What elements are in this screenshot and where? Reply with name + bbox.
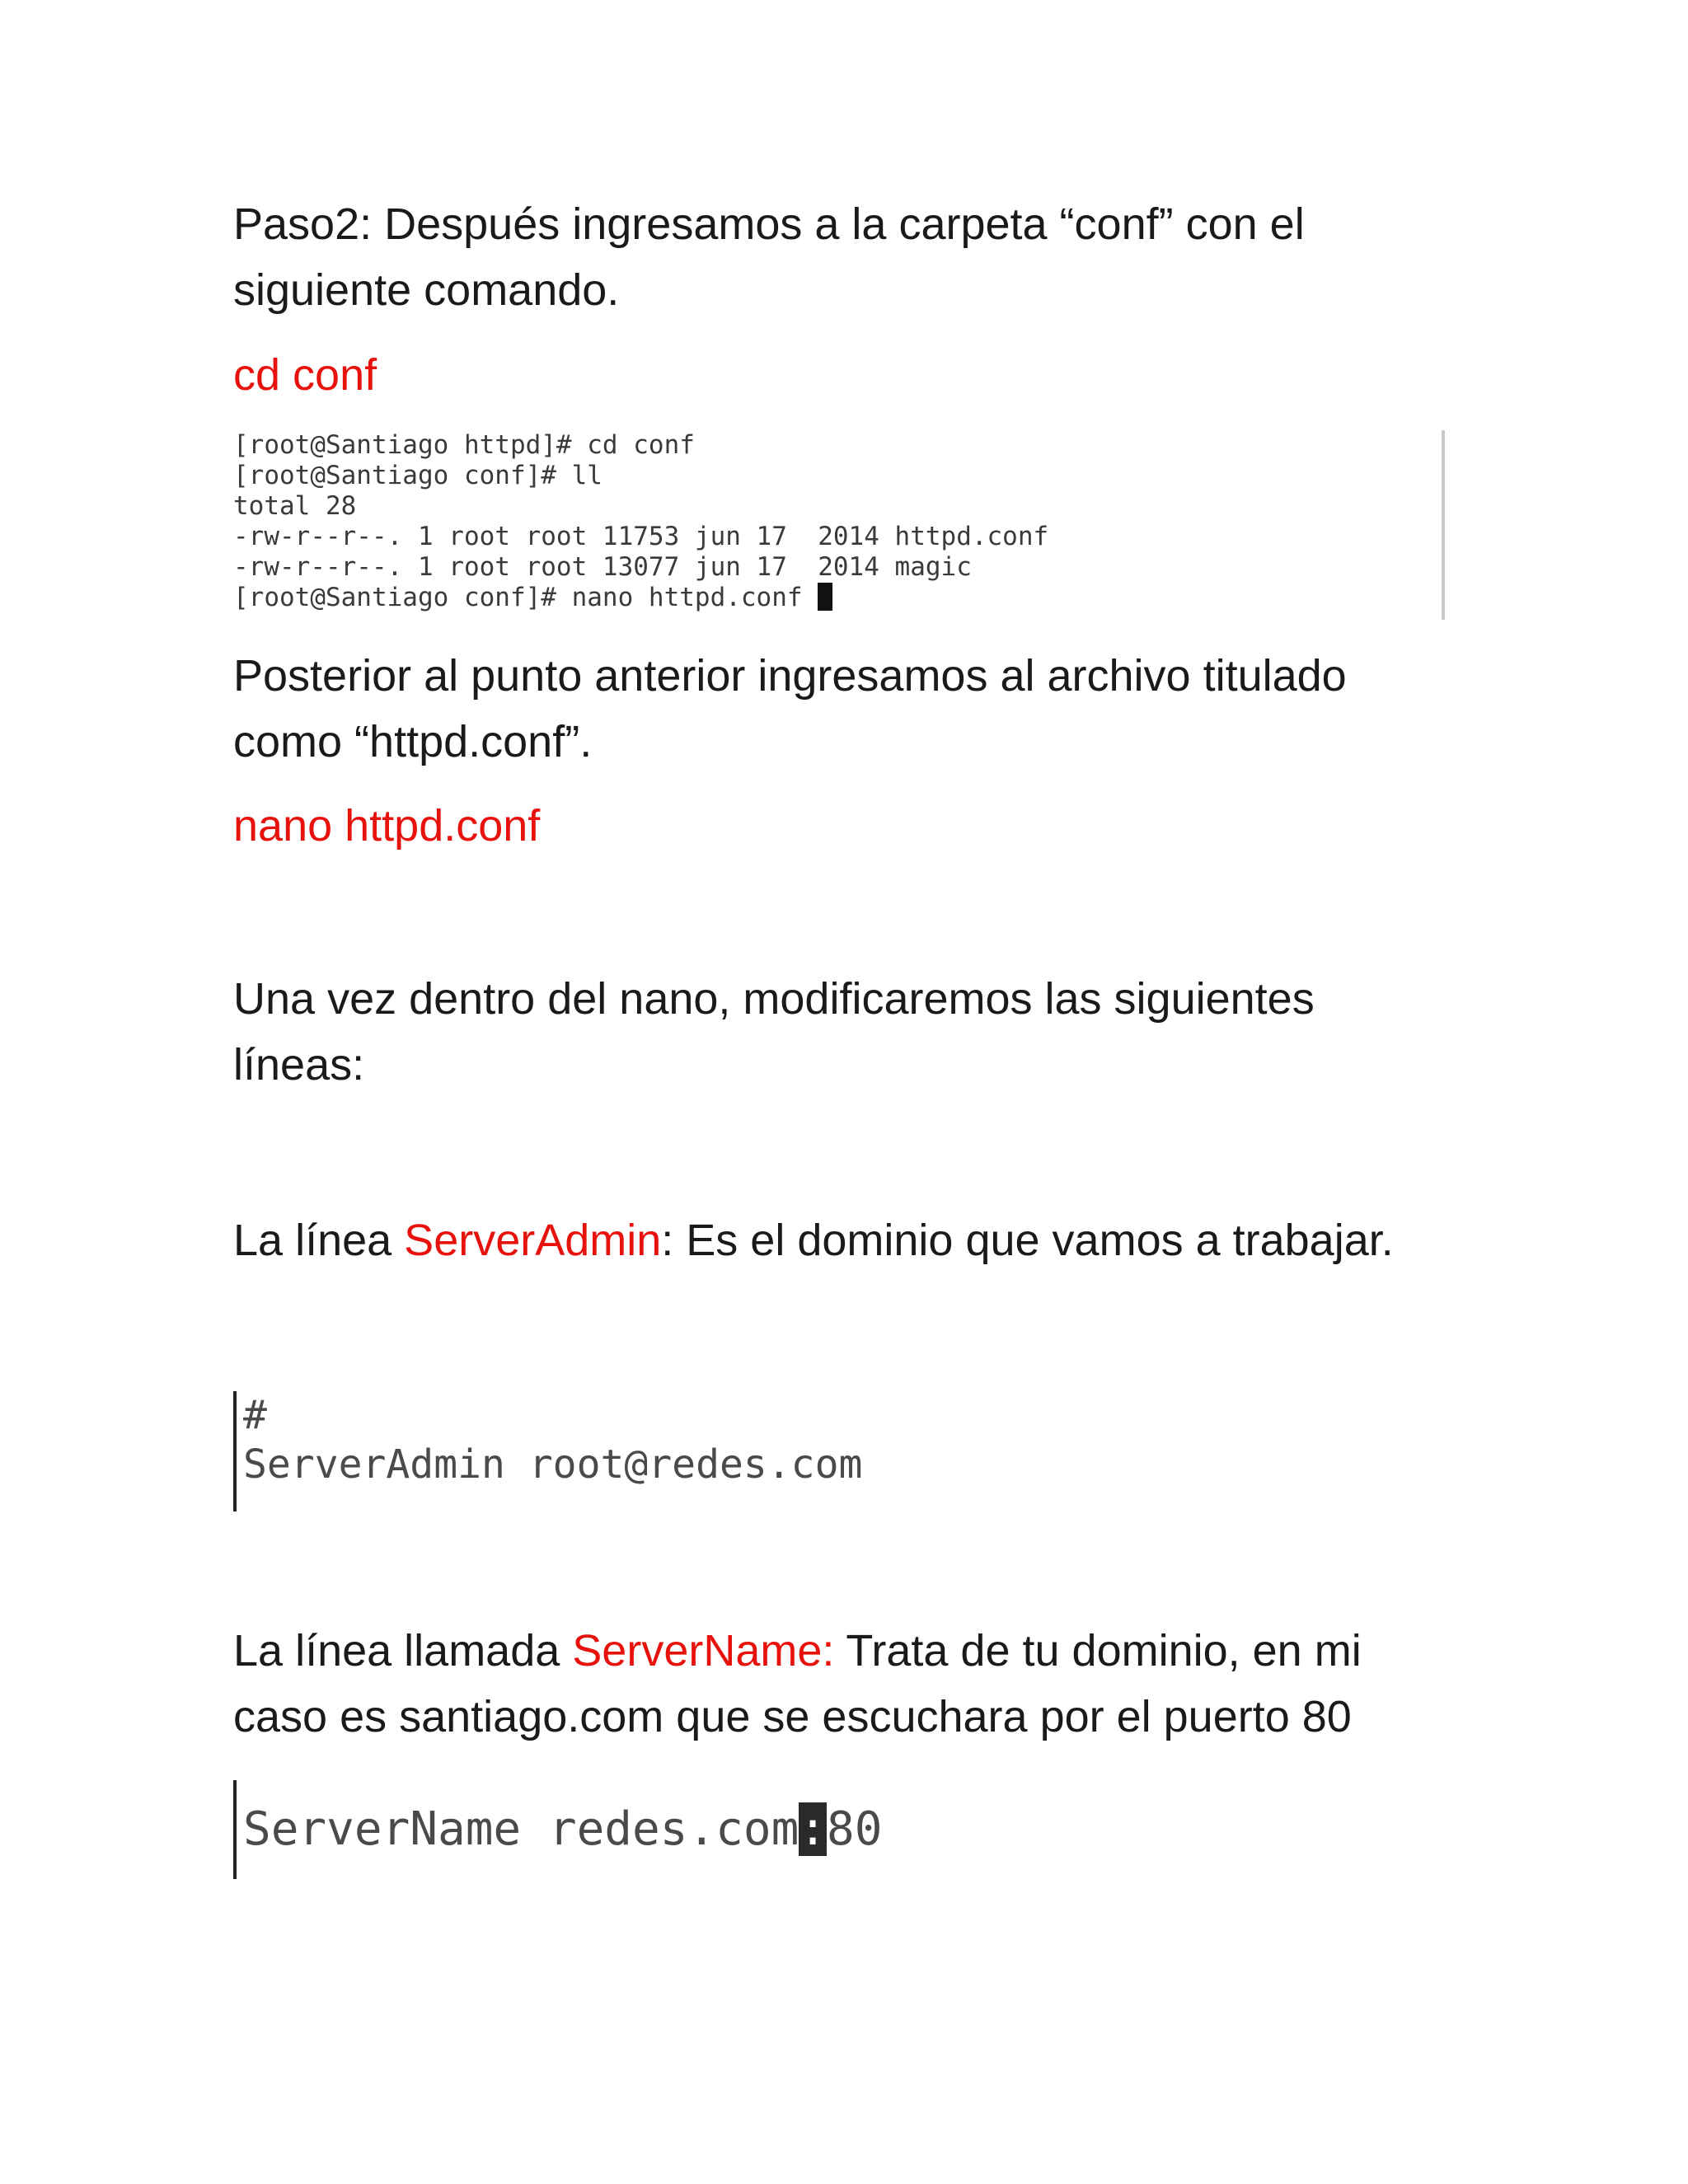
serveradmin-paragraph bbox=[233, 1207, 1470, 1273]
terminal3-cursor-highlight: : bbox=[799, 1802, 828, 1856]
servername-paragraph bbox=[233, 1618, 1470, 1750]
posterior-line2: como “httpd.conf”. bbox=[233, 717, 593, 766]
servername-prefix: La línea llamada bbox=[233, 1626, 573, 1675]
terminal1-line: [root@Santiago httpd]# cd conf bbox=[233, 430, 695, 460]
terminal-cursor-icon bbox=[818, 583, 832, 611]
posterior-line1: Posterior al punto anterior ingresamos al archivo titulado bbox=[233, 651, 1347, 701]
una-vez-line1: Una vez dentro del nano, modificaremos las siguientes bbox=[233, 974, 1315, 1024]
terminal1-line: total 28 bbox=[233, 491, 357, 521]
terminal1-line: [root@Santiago conf]# ll bbox=[233, 461, 603, 490]
serveradmin-suffix: : Es el dominio que vamos a trabajar. bbox=[661, 1216, 1394, 1265]
terminal1-line: -rw-r--r--. 1 root root 11753 jun 17 2014 httpd.conf bbox=[233, 522, 1049, 551]
terminal-screenshot-ll bbox=[233, 430, 1445, 620]
terminal-screenshot-serveradmin bbox=[233, 1391, 942, 1511]
posterior-paragraph bbox=[233, 643, 1470, 775]
terminal1-last-line bbox=[233, 583, 1442, 613]
terminal1-line: -rw-r--r--. 1 root root 13077 jun 17 2014 magic bbox=[233, 552, 972, 582]
una-vez-line2: líneas: bbox=[233, 1040, 365, 1090]
servername-line2: caso es santiago.com que se escuchara por el puerto 80 bbox=[233, 1692, 1352, 1741]
serveradmin-prefix: La línea bbox=[233, 1216, 405, 1265]
step2-line1: Paso2: Después ingresamos a la carpeta “conf” con el bbox=[233, 199, 1305, 249]
terminal2-serveradmin-line: ServerAdmin root@redes.com bbox=[243, 1441, 863, 1488]
terminal3-before: ServerName redes.com bbox=[243, 1802, 799, 1856]
command-nano-httpd: nano httpd.conf bbox=[233, 801, 541, 851]
terminal3-servername-line bbox=[243, 1780, 959, 1871]
servername-keyword: ServerName: bbox=[572, 1626, 835, 1675]
terminal3-after: 80 bbox=[827, 1802, 883, 1856]
terminal1-prompt-text: [root@Santiago conf]# nano httpd.conf bbox=[233, 583, 818, 612]
terminal-screenshot-servername bbox=[233, 1780, 959, 1879]
una-vez-paragraph bbox=[233, 966, 1470, 1098]
command-cd-conf: cd conf bbox=[233, 350, 377, 400]
serveradmin-keyword: ServerAdmin bbox=[404, 1216, 662, 1265]
servername-suffix: Trata de tu dominio, en mi bbox=[834, 1626, 1362, 1675]
step2-line2: siguiente comando. bbox=[233, 265, 620, 315]
terminal2-comment-line: # bbox=[243, 1392, 267, 1438]
step2-paragraph bbox=[233, 191, 1470, 323]
